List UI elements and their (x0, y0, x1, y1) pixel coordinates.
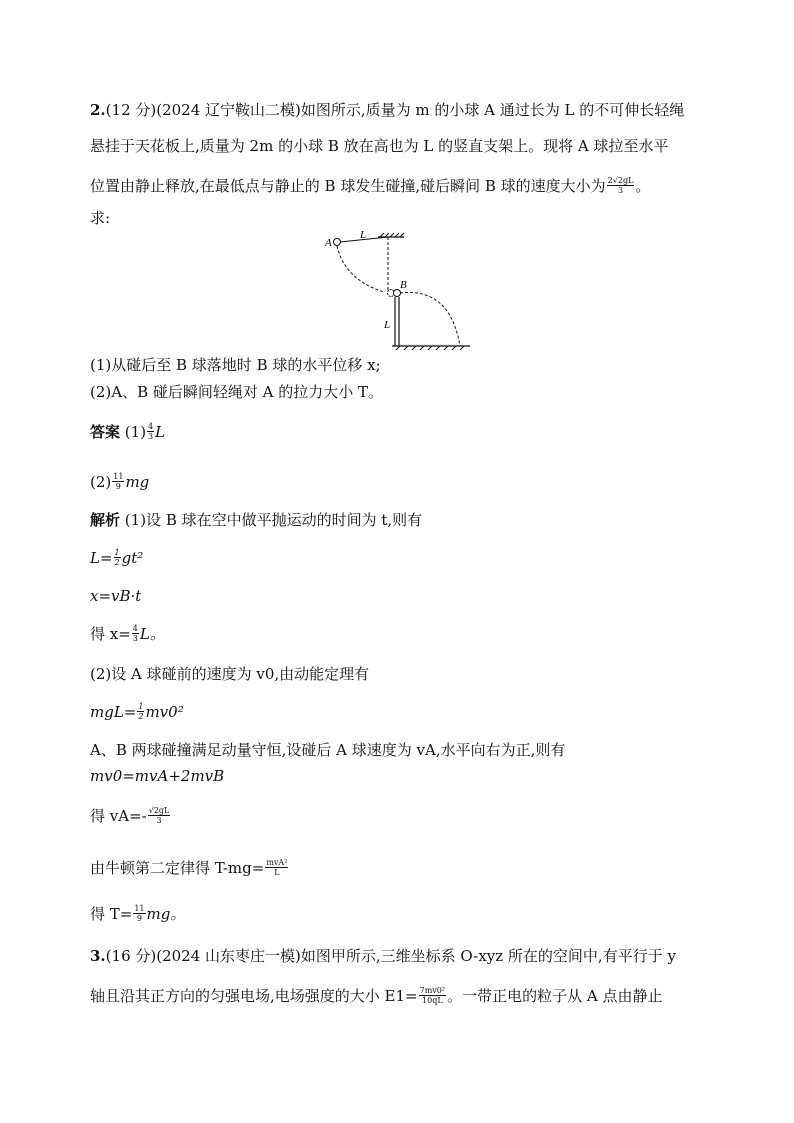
ground-hatch (396, 346, 464, 350)
eq4-fraction (137, 702, 144, 721)
solution-eq4 (90, 702, 184, 723)
eq4-num: 1 (138, 701, 144, 711)
eq3-pre: 得 x= (90, 625, 131, 643)
q2-line3-end: 。 (635, 177, 651, 195)
q3-e-num: 7mv0² (419, 985, 446, 995)
q3-header: (16 分)(2024 山东枣庄一模)如图甲所示,三维坐标系 O-xyz 所在的空间中,有平行于 y (105, 947, 676, 965)
eq3-den: 3 (132, 633, 138, 643)
eq1-den: 2 (114, 557, 120, 567)
eq1-rhs: gt² (121, 549, 144, 567)
eq4-rhs: mv0² (145, 703, 184, 721)
eq8-num: 11 (134, 903, 145, 913)
label-l-side: L (384, 319, 391, 331)
answer-a1-var: L (155, 423, 166, 441)
solution-eq8 (90, 904, 185, 925)
ceiling-hatch (380, 233, 404, 237)
eq8-fraction (133, 904, 145, 923)
q2-line3-text: 位置由静止释放,在最低点与静止的 B 球发生碰撞,碰后瞬间 B 球的速度大小为 (90, 177, 606, 195)
solution-eq7 (90, 858, 289, 879)
ball-a (334, 239, 341, 246)
answer-a2-prefix: (2) (90, 473, 112, 491)
q2-speed-fraction (607, 176, 635, 195)
answer-a1-den: 3 (148, 431, 154, 441)
solution-line1 (90, 510, 422, 530)
q3-e-fraction (419, 986, 447, 1005)
eq6-fraction (148, 806, 171, 825)
q3-line2 (90, 986, 662, 1007)
q3-e-den: 10qL (422, 995, 443, 1005)
answer-a1-fraction (147, 422, 154, 441)
q2-line3 (90, 176, 650, 197)
q2-line1 (90, 100, 684, 120)
eq7-num: mvA² (266, 857, 288, 867)
solution-s3: A、B 两球碰撞满足动量守恒,设碰后 A 球速度为 vA,水平向右为正,则有 (90, 741, 566, 759)
eq6-num: √2gL (148, 805, 170, 815)
solution-s2: (2)设 A 球碰前的速度为 v0,由动能定理有 (90, 665, 370, 683)
trajectory-b (400, 292, 460, 346)
q3-line2-pre: 轴且沿其正方向的匀强电场,电场强度的大小 E1= (90, 987, 418, 1005)
solution-s1: (1)设 B 球在空中做平抛运动的时间为 t,则有 (124, 511, 423, 529)
q2-header: (12 分)(2024 辽宁鞍山二模)如图所示,质量为 m 的小球 A 通过长为 L 的不可伸长轻绳 (105, 101, 685, 119)
eq8-den: 9 (136, 913, 142, 923)
eq3-fraction (132, 624, 139, 643)
q2-ask: 求: (90, 209, 111, 227)
eq6-den: 3 (156, 815, 162, 825)
label-a: A (325, 237, 332, 249)
eq7-pre: 由牛顿第二定律得 T-mg= (90, 859, 265, 877)
eq8-post: mg。 (146, 905, 186, 923)
solution-eq1 (90, 548, 143, 569)
solution-eq5: mv0=mvA+2mvB (90, 767, 225, 785)
label-b: B (400, 279, 407, 291)
pendulum-figure (320, 225, 480, 350)
answer-a2-den: 9 (115, 481, 121, 491)
arc-a (337, 246, 384, 292)
eq8-pre: 得 T= (90, 905, 133, 923)
answer-a1-num: 4 (148, 421, 154, 431)
q2-number: 2. (90, 101, 106, 119)
q2-line2: 悬挂于天花板上,质量为 2m 的小球 B 放在高也为 L 的竖直支架上。现将 A 球拉至水平 (90, 137, 669, 155)
eq3-post: L。 (139, 625, 165, 643)
answer-label: 答案 (90, 423, 121, 441)
solution-label: 解析 (90, 511, 121, 529)
eq1-num: 1 (114, 547, 120, 557)
q3-number: 3. (90, 947, 106, 965)
answer-a1-prefix: (1) (124, 423, 147, 441)
eq1-fraction (114, 548, 121, 567)
solution-eq6 (90, 806, 171, 827)
eq1-lhs: L= (90, 549, 113, 567)
solution-eq2: x=vB·t (90, 587, 142, 605)
q3-line2-post: 。一带正电的粒子从 A 点由静止 (447, 987, 663, 1005)
answer-line1 (90, 422, 165, 443)
label-l-top: L (360, 229, 367, 241)
answer-a2-fraction (112, 472, 124, 491)
eq3-num: 4 (132, 623, 138, 633)
answer-a2-num: 11 (113, 471, 124, 481)
eq7-fraction (265, 858, 288, 877)
eq7-den: L (274, 867, 280, 877)
answer-line2 (90, 472, 149, 493)
eq4-lhs: mgL= (90, 703, 137, 721)
eq4-den: 2 (138, 711, 144, 721)
q2-speed-den: 3 (617, 185, 624, 195)
q2-sub2: (2)A、B 碰后瞬间轻绳对 A 的拉力大小 T。 (90, 383, 384, 401)
q3-line1 (90, 946, 676, 966)
q2-sub1: (1)从碰后至 B 球落地时 B 球的水平位移 x; (90, 356, 381, 374)
solution-eq3 (90, 624, 165, 645)
q2-speed-num: 2√2gL (607, 175, 634, 185)
answer-a2-var: mg (125, 473, 150, 491)
eq6-pre: 得 vA=- (90, 807, 147, 825)
